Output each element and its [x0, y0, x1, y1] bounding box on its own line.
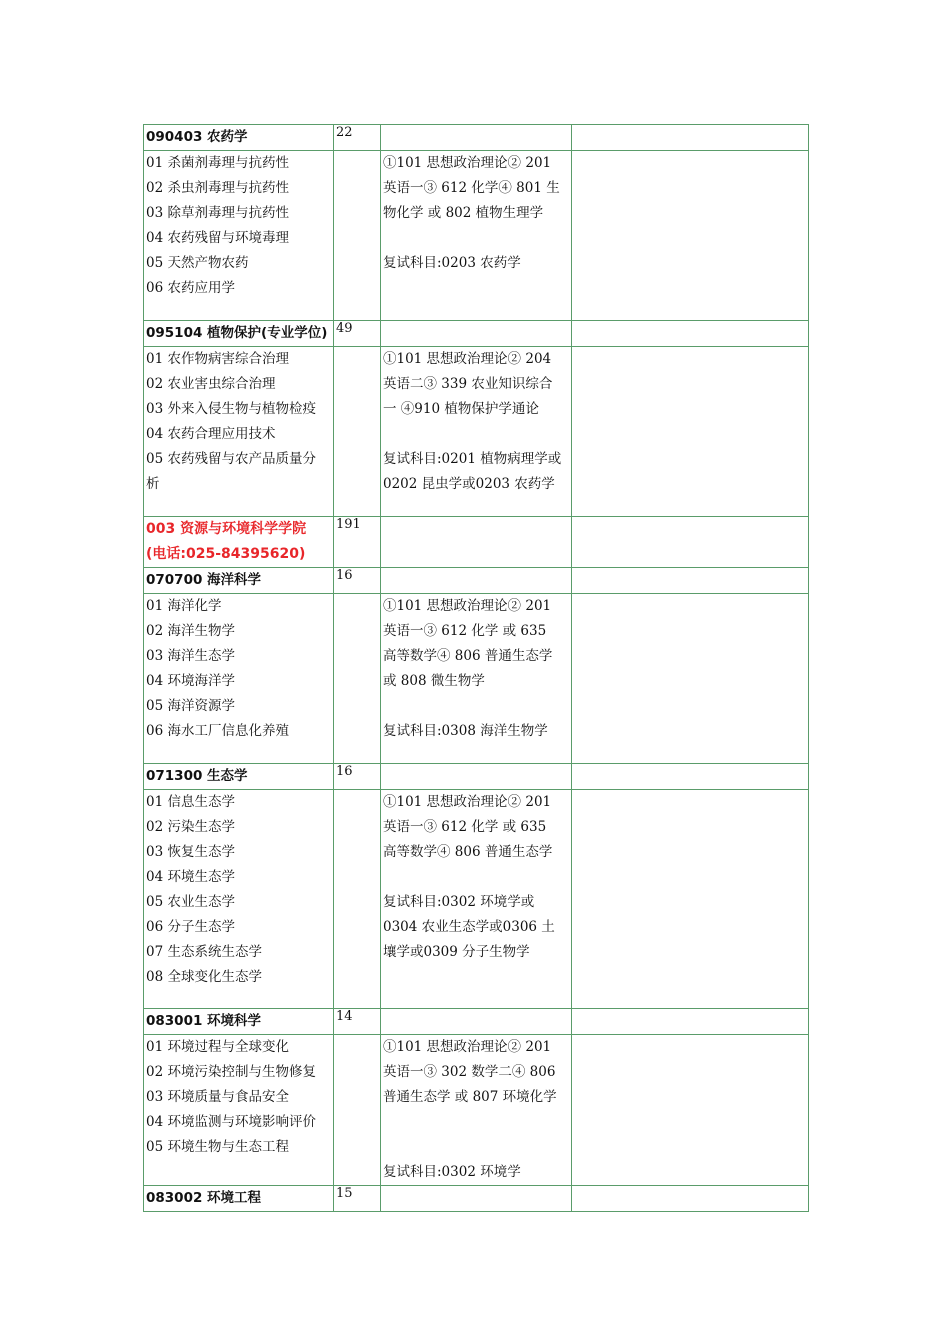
notes-cell-empty — [572, 568, 809, 594]
major-code-title: 095104 植物保护(专业学位) — [144, 321, 334, 347]
direction-item: 06 海水工厂信息化养殖 — [146, 723, 289, 739]
notes-cell-empty — [572, 1186, 809, 1212]
major-header-row — [144, 568, 809, 594]
direction-item: 04 环境监测与环境影响评价 — [146, 1114, 316, 1130]
direction-item: 07 生态系统生态学 — [146, 944, 262, 960]
research-directions — [144, 594, 334, 764]
exam-line: 壤学或0309 分子生物学 — [383, 944, 530, 960]
major-header-row — [144, 1009, 809, 1035]
exam-line: 复试科目:0302 环境学或 — [383, 894, 535, 910]
exam-line — [383, 1135, 569, 1160]
department-row — [144, 517, 809, 568]
exam-subjects — [381, 1035, 572, 1186]
exam-line: 英语二③ 339 农业知识综合 — [383, 376, 553, 392]
exam-line — [383, 694, 569, 719]
exam-line: 英语一③ 612 化学 或 635 — [383, 819, 547, 835]
direction-item: 05 海洋资源学 — [146, 698, 235, 714]
exam-line — [383, 1110, 569, 1135]
major-header-row — [144, 321, 809, 347]
enrollment-count: 16 — [334, 764, 381, 790]
direction-item: 05 环境生物与生态工程 — [146, 1139, 289, 1155]
exam-line: 复试科目:0203 农药学 — [383, 255, 521, 271]
count-cell-empty — [334, 1035, 381, 1186]
exam-line: ①101 思想政治理论② 201 — [383, 598, 552, 614]
exam-cell-empty — [381, 764, 572, 790]
major-header-row — [144, 125, 809, 151]
exam-line: 物化学 或 802 植物生理学 — [383, 205, 544, 221]
count-cell-empty — [334, 790, 381, 1009]
exam-line: ①101 思想政治理论② 204 — [383, 351, 552, 367]
direction-item: 02 海洋生物学 — [146, 623, 235, 639]
exam-cell-empty — [381, 1186, 572, 1212]
notes-cell-empty — [572, 1009, 809, 1035]
direction-item: 03 外来入侵生物与植物检疫 — [146, 401, 316, 417]
exam-line: 英语一③ 612 化学 或 635 — [383, 623, 547, 639]
direction-item: 析 — [146, 476, 160, 492]
count-cell-empty — [334, 151, 381, 321]
direction-item: 02 农业害虫综合治理 — [146, 376, 276, 392]
notes-cell — [572, 594, 809, 764]
research-directions — [144, 1035, 334, 1186]
notes-cell — [572, 151, 809, 321]
direction-item: 03 恢复生态学 — [146, 844, 235, 860]
enrollment-count: 16 — [334, 568, 381, 594]
direction-item: 06 分子生态学 — [146, 919, 235, 935]
major-header-row — [144, 1186, 809, 1212]
exam-cell-empty — [381, 517, 572, 568]
direction-item: 01 海洋化学 — [146, 598, 222, 614]
notes-cell-empty — [572, 125, 809, 151]
research-directions — [144, 347, 334, 517]
count-cell-empty — [334, 594, 381, 764]
direction-item: 05 农药残留与农产品质量分 — [146, 451, 316, 467]
exam-line: ①101 思想政治理论② 201 — [383, 155, 552, 171]
major-code-title: 071300 生态学 — [144, 764, 334, 790]
enrollment-count: 22 — [334, 125, 381, 151]
direction-item: 04 农药合理应用技术 — [146, 426, 276, 442]
enrollment-count: 14 — [334, 1009, 381, 1035]
direction-item: 02 环境污染控制与生物修复 — [146, 1064, 316, 1080]
notes-cell-empty — [572, 321, 809, 347]
major-code-title: 070700 海洋科学 — [144, 568, 334, 594]
direction-item: 05 农业生态学 — [146, 894, 235, 910]
exam-line: 0202 昆虫学或0203 农药学 — [383, 476, 555, 492]
enrollment-table — [143, 124, 809, 1212]
direction-item: 08 全球变化生态学 — [146, 969, 262, 985]
direction-item: 01 信息生态学 — [146, 794, 235, 810]
direction-item: 02 杀虫剂毒理与抗药性 — [146, 180, 289, 196]
direction-item: 04 环境海洋学 — [146, 673, 235, 689]
exam-line: 复试科目:0201 植物病理学或 — [383, 451, 562, 467]
exam-subjects — [381, 151, 572, 321]
major-detail-row — [144, 1035, 809, 1186]
exam-subjects — [381, 790, 572, 1009]
major-detail-row — [144, 151, 809, 321]
notes-cell-empty — [572, 764, 809, 790]
department-title: 003 资源与环境科学学院 — [146, 521, 307, 537]
department-name — [144, 517, 334, 568]
direction-item: 01 环境过程与全球变化 — [146, 1039, 289, 1055]
exam-line: 0304 农业生态学或0306 土 — [383, 919, 555, 935]
direction-item: 01 杀菌剂毒理与抗药性 — [146, 155, 289, 171]
notes-cell — [572, 347, 809, 517]
direction-item: 04 环境生态学 — [146, 869, 235, 885]
direction-item: 01 农作物病害综合治理 — [146, 351, 289, 367]
major-detail-row — [144, 594, 809, 764]
exam-cell-empty — [381, 1009, 572, 1035]
major-detail-row — [144, 790, 809, 1009]
major-header-row — [144, 764, 809, 790]
major-code-title: 083002 环境工程 — [144, 1186, 334, 1212]
exam-line: 一 ④910 植物保护学通论 — [383, 401, 539, 417]
direction-item: 06 农药应用学 — [146, 280, 235, 296]
exam-line: 英语一③ 612 化学④ 801 生 — [383, 180, 560, 196]
direction-item: 03 海洋生态学 — [146, 648, 235, 664]
research-directions — [144, 151, 334, 321]
notes-cell — [572, 790, 809, 1009]
exam-line: 复试科目:0302 环境学 — [383, 1164, 521, 1180]
exam-line — [383, 422, 569, 447]
exam-line — [383, 226, 569, 251]
exam-subjects — [381, 347, 572, 517]
exam-cell-empty — [381, 125, 572, 151]
exam-line: 普通生态学 或 807 环境化学 — [383, 1089, 557, 1105]
major-detail-row — [144, 347, 809, 517]
major-code-title: 083001 环境科学 — [144, 1009, 334, 1035]
exam-line: 高等数学④ 806 普通生态学 — [383, 844, 553, 860]
exam-cell-empty — [381, 568, 572, 594]
department-phone: (电话:025-84395620) — [146, 546, 306, 562]
direction-item: 03 环境质量与食品安全 — [146, 1089, 289, 1105]
count-cell-empty — [334, 347, 381, 517]
major-code-title: 090403 农药学 — [144, 125, 334, 151]
research-directions — [144, 790, 334, 1009]
direction-item: 03 除草剂毒理与抗药性 — [146, 205, 289, 221]
direction-item: 05 天然产物农药 — [146, 255, 249, 271]
exam-line: 高等数学④ 806 普通生态学 — [383, 648, 553, 664]
notes-cell — [572, 1035, 809, 1186]
notes-cell-empty — [572, 517, 809, 568]
exam-cell-empty — [381, 321, 572, 347]
direction-item: 04 农药残留与环境毒理 — [146, 230, 289, 246]
exam-line: 或 808 微生物学 — [383, 673, 485, 689]
exam-line: ①101 思想政治理论② 201 — [383, 1039, 552, 1055]
enrollment-count: 15 — [334, 1186, 381, 1212]
exam-line: ①101 思想政治理论② 201 — [383, 794, 552, 810]
exam-subjects — [381, 594, 572, 764]
exam-line: 英语一③ 302 数学二④ 806 — [383, 1064, 556, 1080]
department-count: 191 — [334, 517, 381, 568]
exam-line: 复试科目:0308 海洋生物学 — [383, 723, 548, 739]
direction-item: 02 污染生态学 — [146, 819, 235, 835]
exam-line — [383, 865, 569, 890]
enrollment-count: 49 — [334, 321, 381, 347]
